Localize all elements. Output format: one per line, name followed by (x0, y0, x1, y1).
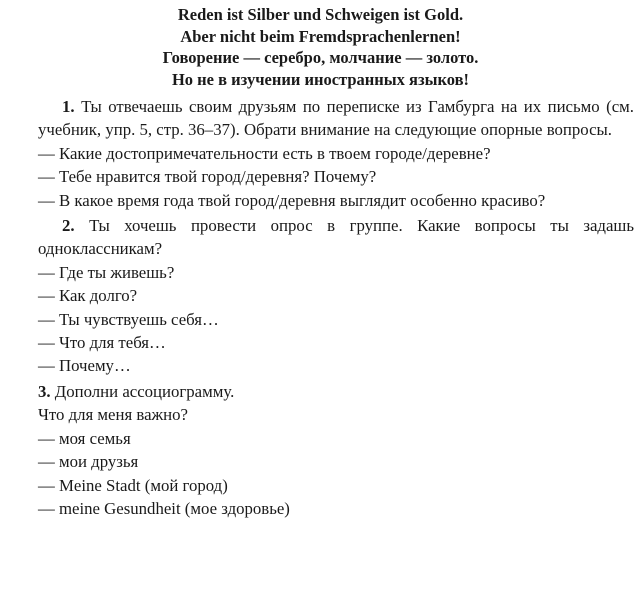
task-2-instruction (38, 214, 634, 261)
task-3-instruction (38, 380, 634, 403)
task-2-text: Ты хочешь провести опрос в группе. Какие вопросы ты задашь одноклассникам? (38, 216, 634, 259)
task-3-item: — мои друзья (38, 452, 139, 472)
task-3-number: 3. (38, 381, 51, 401)
title-russian-line2: Но не в изучении иностранных языков! (171, 69, 470, 89)
task-1-instruction (38, 95, 634, 142)
title-german-line2: Aber nicht beim Fremdsprachenlernen! (180, 26, 461, 46)
title-german-line1: Reden ist Silber und Schweigen ist Gold. (177, 5, 464, 24)
task-1-question: — Тебе нравится твой город/деревня? Почему? (38, 167, 377, 187)
task-3-item: — моя семья (38, 428, 131, 448)
task-2-number: 2. (62, 216, 75, 236)
title-russian-line1: Говорение — серебро, молчание — золото. (162, 48, 479, 67)
task-1-question: — В какое время года твой город/деревня выглядит особенно красиво? (38, 190, 546, 210)
task-2-question: — Ты чувствуешь себя… (38, 309, 219, 329)
task-3-text: Дополни ассоциограмму. (54, 381, 235, 401)
task-3-item: — meine Gesundheit (мое здоровье) (38, 498, 290, 518)
task-1-text: Ты отвечаешь своим друзьям по переписке из Гамбурга на их письмо (см. учебник, упр. 5, стр. 36–37). Обрати внимание на следующие опорные вопросы. (38, 97, 634, 140)
task-3-item: — Meine Stadt (мой город) (38, 475, 228, 495)
task-3-subtitle: Что для меня важно? (38, 405, 188, 425)
task-2-question: — Что для тебя… (38, 333, 166, 353)
task-2-question: — Почему… (38, 356, 131, 376)
task-2-question: — Как долго? (38, 286, 138, 306)
task-1-question: — Какие достопримечательности есть в твоем городе/деревне? (38, 143, 491, 163)
task-2-question: — Где ты живешь? (38, 262, 175, 282)
exercise-content (38, 95, 634, 520)
task-1-number: 1. (62, 97, 75, 116)
header-title-block (0, 4, 641, 90)
